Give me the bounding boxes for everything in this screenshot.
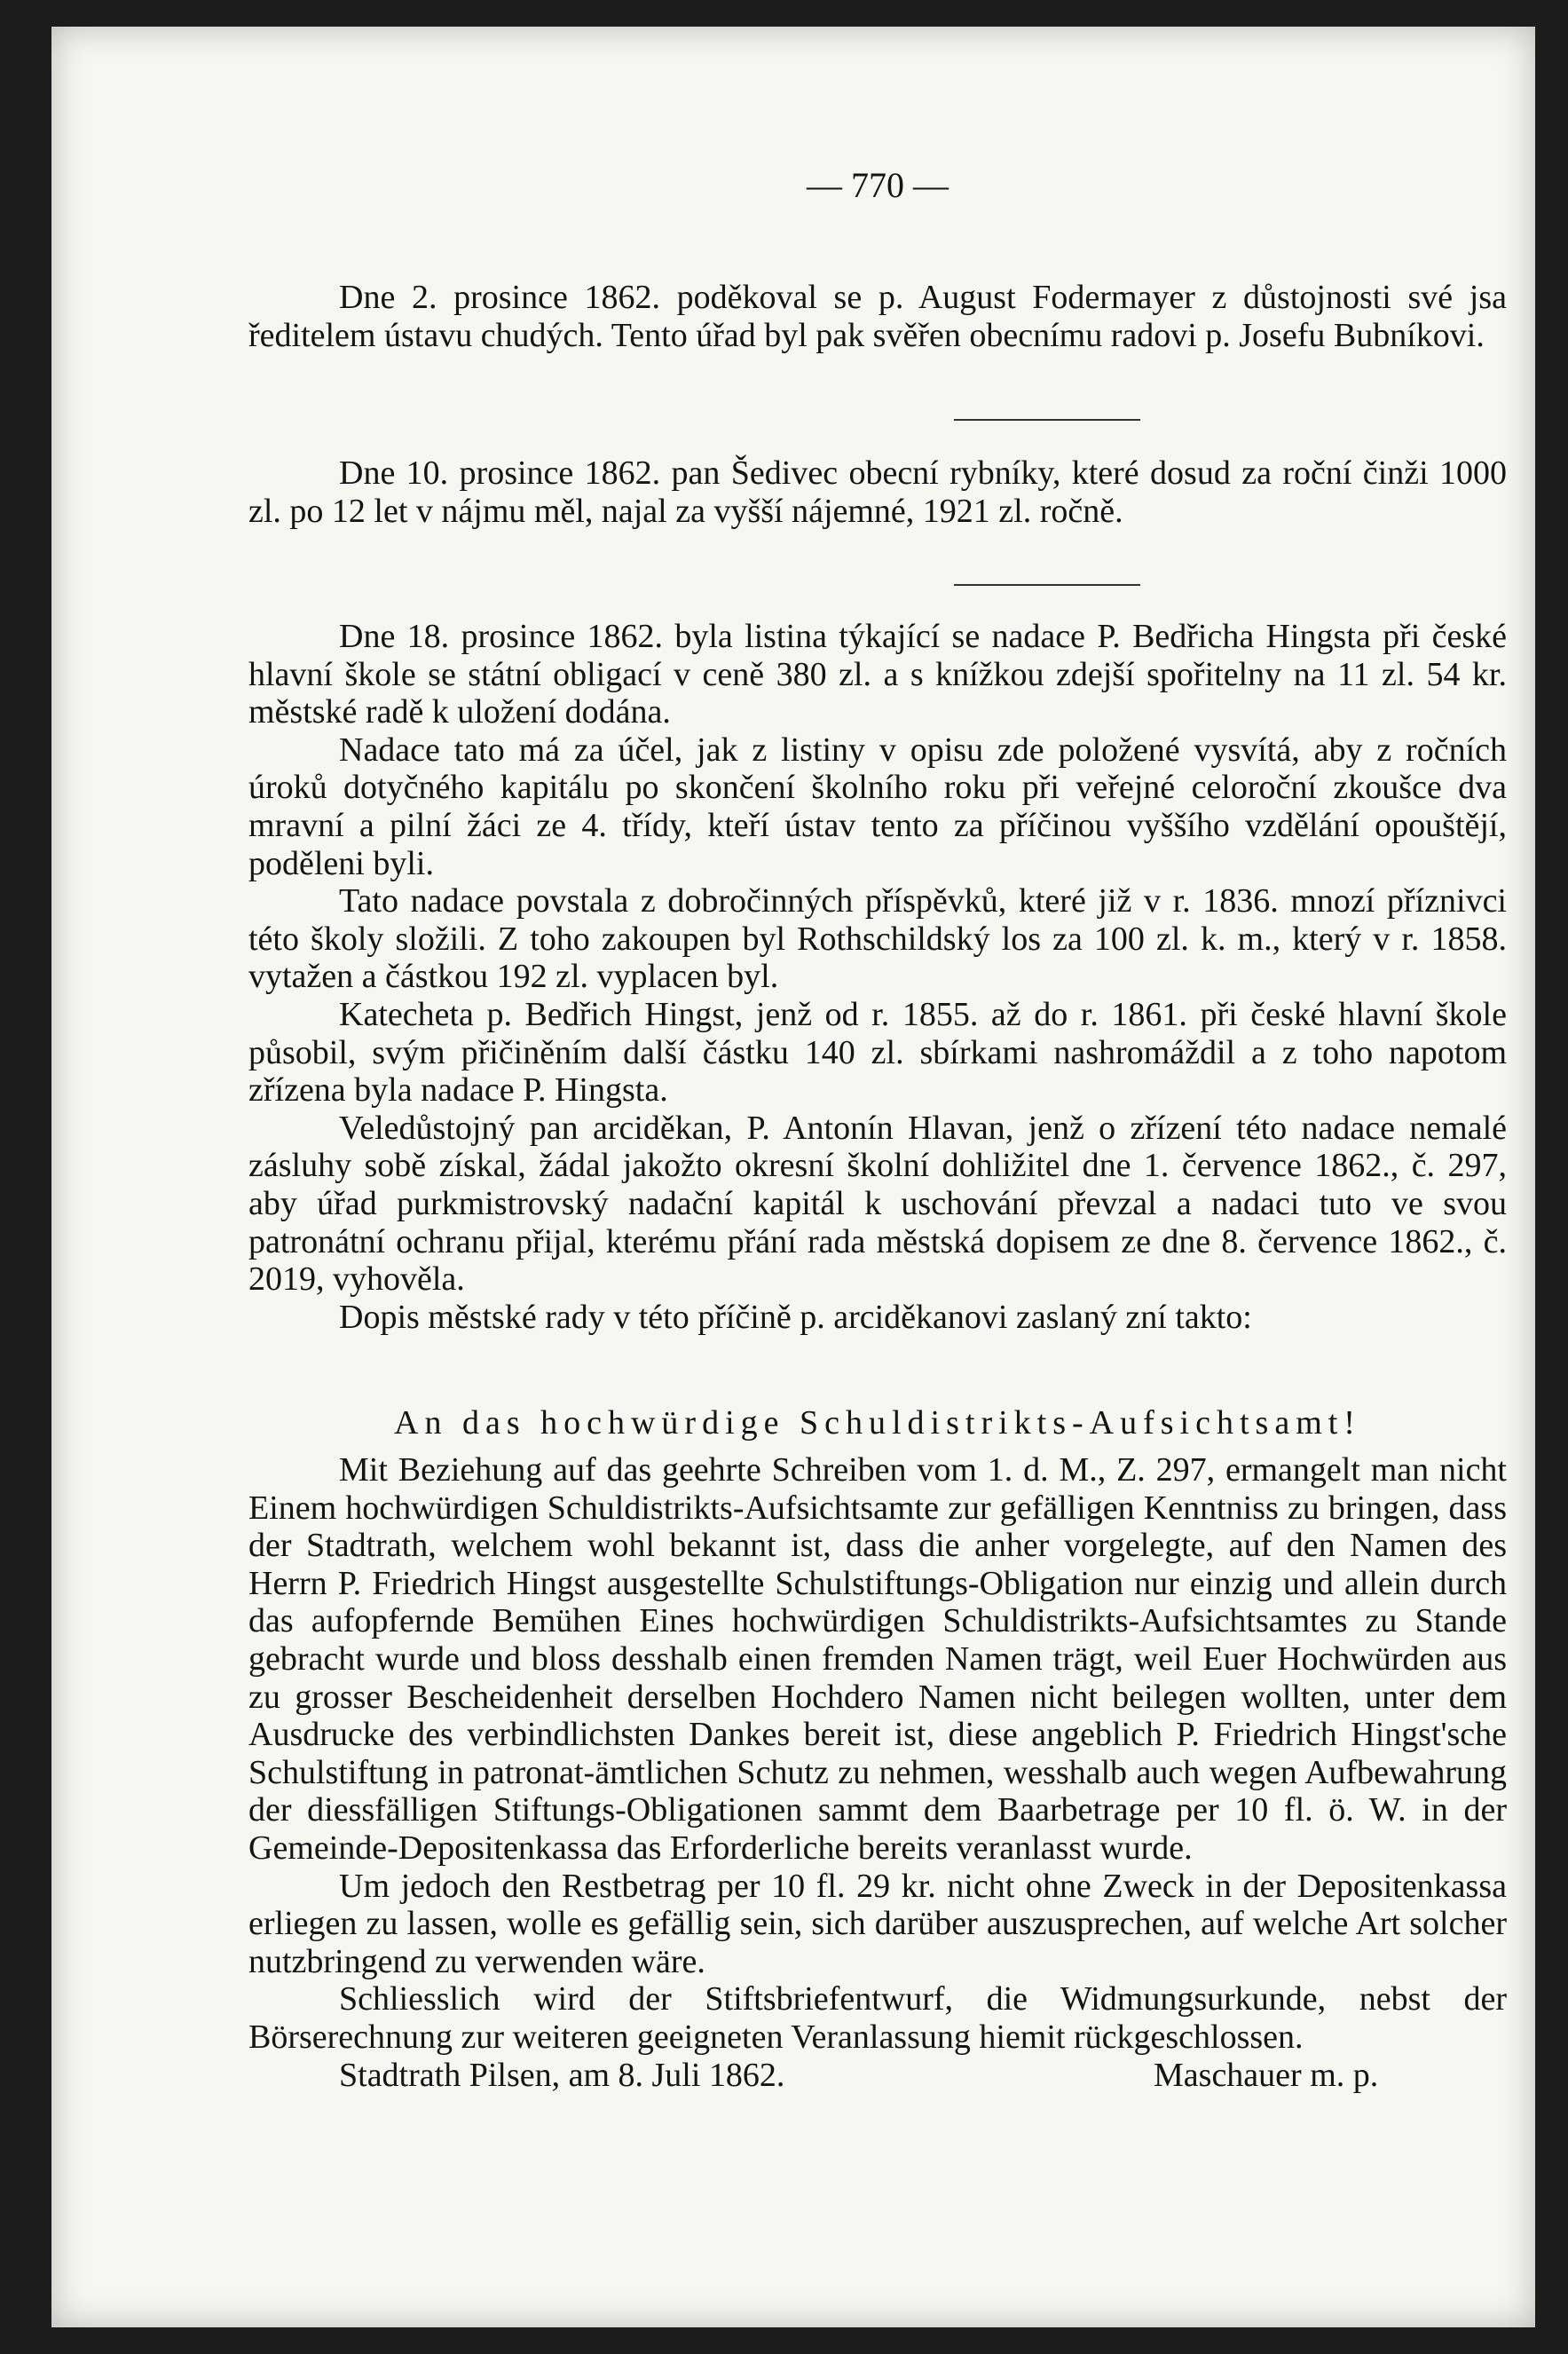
page-number: — 770 — — [807, 165, 949, 205]
paragraph: Nadace tato má za účel, jak z listiny v opisu zde položené vysvítá, aby z ročních úroků dotyčného kapitálu po skončení školního roku při veřejné celoroční zkoušce dva mravní a pilní žáci ze 4. třídy, kteří ústav tento za příčinou vyššího vzdělání opouštějí, poděleni byli. — [248, 731, 1507, 882]
paragraph: Veledůstojný pan arciděkan, P. Antonín Hlavan, jenž o zřízení této nadace nemalé zásluhy sobě získal, žádal jakožto okresní školní dohližitel dne 1. července 1862., č. 297, aby úřad purkmistrovský nadační kapitál k uschování převzal a nadaci tuto ve svou patronátní ochranu přijal, kterému přání rada městská dopisem ze dne 8. července 1862., č. 2019, vyhověla. — [248, 1109, 1507, 1299]
paragraph: Dne 10. prosince 1862. pan Šedivec obecní rybníky, které dosud za roční činži 1000 zl. po 12 let v nájmu měl, najal za vyšší nájemné, 1921 zl. ročně. — [248, 454, 1507, 530]
signature-line — [248, 2057, 1507, 2096]
book-page — [51, 27, 1535, 2327]
separator-2-wrap — [248, 584, 1507, 586]
section-fodermayer — [248, 279, 1507, 354]
paragraph: Dopis městské rady v této příčině p. arciděkanovi zaslaný zní takto: — [339, 1298, 1252, 1336]
paragraph: Dne 2. prosince 1862. poděkoval se p. August Fodermayer z důstojnosti své jsa ředitelem ústavu chudých. Tento úřad byl pak svěřen obecnímu radovi p. Josefu Bubníkovi. — [248, 279, 1507, 354]
paragraph: Tato nadace povstala z dobročinných příspěvků, které již v r. 1836. mnozí příznivci této školy složili. Z toho zakoupen byl Rothschildský los za 100 zl. k. m., který v r. 1858. vytažen a částkou 192 zl. vyplacen byl. — [248, 882, 1507, 996]
letter-heading: An das hochwürdige Schuldistrikts-Aufsichtsamt! — [394, 1404, 1361, 1442]
signature-place-date: Stadtrath Pilsen, am 8. Juli 1862. — [339, 2056, 785, 2094]
letter-body — [248, 1451, 1507, 2096]
paragraph: Mit Beziehung auf das geehrte Schreiben vom 1. d. M., Z. 297, ermangelt man nicht Einem hochwürdigen Schuldistrikts-Aufsichtsamte zur gefälligen Kenntniss zu bringen, dass der Stadtrath, welchem wohl bekannt ist, dass die anher vorgelegte, auf den Namen des Herrn P. Friedrich Hingst ausgestellte Schulstiftungs-Obligation nur einzig und allein durch das aufopfernde Bemühen Eines hochwürdigen Schuldistrikts-Aufsichtsamtes zu Stande gebracht wurde und bloss desshalb einen fremden Namen trägt, weil Euer Hochwürden aus zu grosser Bescheidenheit derselben Hochdero Namen nicht beilegen wollten, unter dem Ausdrucke des verbindlichsten Dankes bereit ist, diese angeblich P. Friedrich Hingst'sche Schulstiftung in patronat-ämtlichen Schutz zu nehmen, wesshalb auch wegen Aufbewahrung der diessfälligen Stiftungs-Obligationen sammt dem Baarbetrage per 10 fl. ö. W. in der Gemeinde-Depositenkassa das Erforderliche bereits veranlasst wurde. — [248, 1451, 1507, 1867]
separator-1-wrap — [248, 419, 1507, 421]
paragraph: Schliesslich wird der Stiftsbriefentwurf, die Widmungsurkunde, nebst der Börserechnung zur weiteren geeigneten Veranlassung hiemit rückgeschlossen. — [248, 1980, 1507, 2056]
section-sedivec — [248, 454, 1507, 530]
paragraph: Katecheta p. Bedřich Hingst, jenž od r. 1855. až do r. 1861. při české hlavní škole působil, svým přičiněním další částku 140 zl. sbírkami nashromáždil a z toho napotom zřízena byla nadace P. Hingsta. — [248, 995, 1507, 1110]
letter-heading-wrap — [248, 1404, 1507, 1442]
signature-signer: Maschauer m. p. — [1154, 2056, 1379, 2094]
paragraph: Um jedoch den Restbetrag per 10 fl. 29 kr. nicht ohne Zweck in der Depositenkassa erliegen zu lassen, wolle es gefällig sein, sich darüber auszusprechen, auf welche Art solcher nutzbringend zu verwenden wäre. — [248, 1867, 1507, 1980]
separator-rule — [954, 584, 1140, 586]
paragraph: Dne 18. prosince 1862. byla listina týkající se nadace P. Bedřicha Hingsta při české hlavní škole se státní obligací v ceně 380 zl. a s knížkou zdejší spořitelny na 11 zl. 54 kr. městské radě k uložení dodána. — [248, 618, 1507, 731]
separator-rule — [954, 419, 1140, 421]
section-hingst-foundation — [248, 618, 1507, 1336]
